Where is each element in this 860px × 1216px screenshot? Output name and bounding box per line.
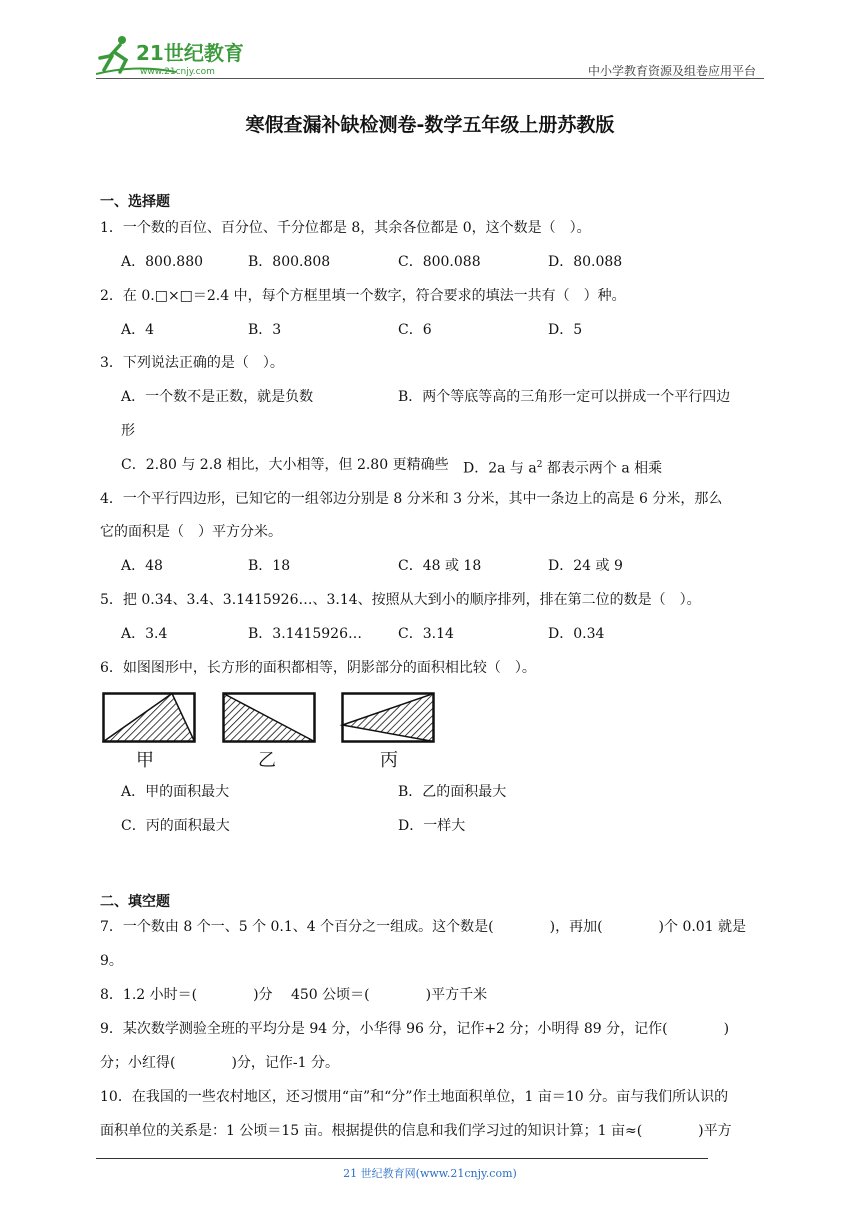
section-heading-choice: 一、选择题 [100,194,170,210]
option-d-post: 都表示两个 a 相乘 [542,460,663,477]
option-d-pre: D．2a 与 a [463,460,537,477]
header-platform-text: 中小学教育资源及组卷应用平台 [587,64,756,78]
option-a: A．甲的面积最大 [121,784,230,800]
option-b-continued: 形 [121,423,135,439]
footer-divider [96,1158,708,1159]
option-d: D．80.088 [548,254,623,270]
question-3: 3．下列说法正确的是（ ）。 [100,355,284,371]
option-b: B．乙的面积最大 [398,784,507,800]
option-b: B．3 [248,322,282,338]
question-7-line2: 9。 [100,953,123,969]
figure-rect-yi [224,694,315,742]
option-a: A．4 [121,322,155,338]
option-c: C．48 或 18 [398,558,482,574]
logo [96,34,266,80]
figure-rect-jia [104,694,195,742]
option-d: D．一样大 [398,818,466,834]
option-d: D．5 [548,322,583,338]
option-d: D．0.34 [548,626,605,642]
option-a: A．48 [121,558,163,574]
shaded-rectangles-figure [102,692,438,746]
option-a: A．一个数不是正数，就是负数 [121,389,314,405]
question-6: 6．如图图形中，长方形的面积都相等，阴影部分的面积相比较（ ）。 [100,660,536,676]
logo-sub-text: www.21cnjy.com [140,67,215,77]
question-2: 2．在 0.□×□＝2.4 中，每个方框里填一个数字，符合要求的填法一共有（ ）种。 [100,288,626,304]
option-c: C．800.088 [398,254,481,270]
option-c: C．丙的面积最大 [121,818,230,834]
option-b: B．两个等底等高的三角形一定可以拼成一个平行四边 [398,389,731,405]
option-a: A．3.4 [121,626,168,642]
option-b: B．3.1415926… [248,626,362,642]
figure-label-jia: 甲 [136,750,154,771]
option-d: D．24 或 9 [548,558,623,574]
question-5: 5．把 0.34、3.4、3.1415926…、3.14、按照从大到小的顺序排列，排在第二位的数是（ ）。 [100,592,701,608]
question-8: 8．1.2 小时＝( )分 450 公顷＝( )平方千米 [100,987,488,1003]
question-4-line1: 4．一个平行四边形，已知它的一组邻边分别是 8 分米和 3 分米，其中一条边上的高是 6 分米，那么 [100,491,723,507]
option-a: A．800.880 [121,254,204,270]
logo-main-text: 21世纪教育 [136,41,244,65]
figure-label-yi: 乙 [258,750,276,771]
option-d [463,455,662,479]
option-c: C．2.80 与 2.8 相比，大小相等，但 2.80 更精确些 [121,457,449,473]
question-4-line2: 它的面积是（ ）平方分米。 [100,524,282,540]
page-title: 寒假查漏补缺检测卷-数学五年级上册苏教版 [245,114,615,136]
header-divider [96,78,764,79]
option-c: C．3.14 [398,626,454,642]
question-9-line1: 9．某次数学测验全班的平均分是 94 分，小华得 96 分，记作+2 分；小明得 89 分，记作( ) [100,1021,730,1037]
section-heading-fill: 二、填空题 [100,894,170,910]
option-c: C．6 [398,322,432,338]
question-9-line2: 分；小红得( )分，记作-1 分。 [100,1055,340,1071]
option-b: B．800.808 [248,254,331,270]
question-10-line2: 面积单位的关系是：1 公顷＝15 亩。根据提供的信息和我们学习过的知识计算；1 亩≈( )平方 [100,1123,732,1139]
question-1: 1．一个数的百位、百分位、千分位都是 8，其余各位都是 0，这个数是（ ）。 [100,220,591,236]
footer-link[interactable]: 21 世纪教育网(www.21cnjy.com) [343,1167,517,1180]
question-10-line1: 10．在我国的一些农村地区，还习惯用“亩”和“分”作土地面积单位，1 亩＝10 分。亩与我们所认识的 [100,1089,729,1105]
figure-rect-bing [343,694,434,742]
option-b: B．18 [248,558,291,574]
figure-label-bing: 丙 [380,750,398,771]
option-d-sup: 2 [536,460,543,470]
question-7-line1: 7．一个数由 8 个一、5 个 0.1、4 个百分之一组成。这个数是( )，再加( )个 0.01 就是 [100,919,747,935]
